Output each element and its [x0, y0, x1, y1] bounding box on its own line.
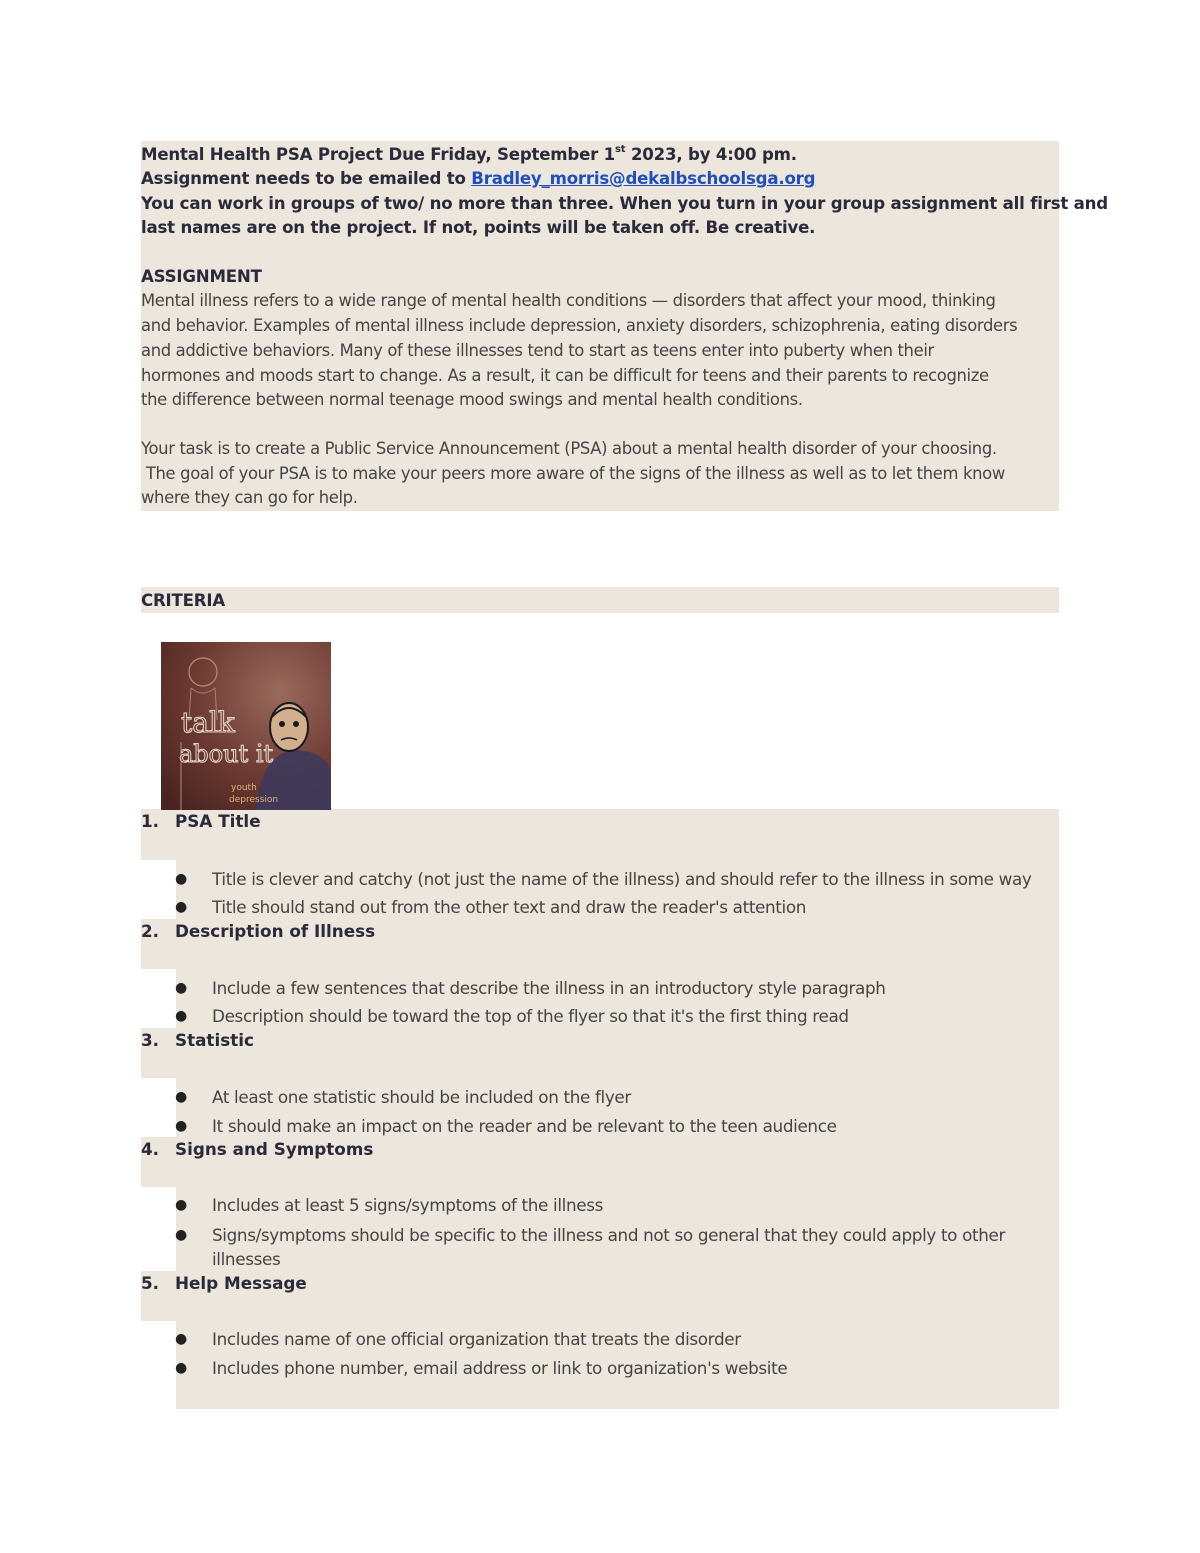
criteria-shade	[141, 587, 1059, 613]
due-date-text: Mental Health PSA Project Due Friday, September 1	[141, 145, 616, 164]
bullet-icon: ●	[175, 1331, 187, 1347]
criteria-item-description	[141, 921, 375, 941]
list-shade	[141, 809, 1059, 860]
list-item	[175, 1114, 837, 1138]
bullet-icon: ●	[175, 1089, 187, 1105]
bullet-text: Title should stand out from the other text and draw the reader's attention	[212, 897, 807, 917]
list-item	[175, 1223, 1006, 1247]
image-text-youth: youth	[231, 783, 257, 793]
item-title: Statistic	[175, 1030, 254, 1050]
assignment-paragraph-line: Mental illness refers to a wide range of mental health conditions — disorders that affect your mood, thinking	[141, 291, 996, 310]
bullet-text: Description should be toward the top of the flyer so that it's the first thing read	[212, 1006, 849, 1026]
item-title: Signs and Symptoms	[175, 1139, 374, 1159]
item-title: Help Message	[175, 1273, 307, 1293]
item-title: Description of Illness	[175, 921, 376, 941]
email-line	[141, 167, 815, 192]
talk-about-it-image	[161, 642, 331, 810]
assignment-paragraph-line: the difference between normal teenage mood swings and mental health conditions.	[141, 390, 803, 409]
bullet-text: Includes name of one official organization that treats the disorder	[212, 1329, 741, 1349]
assignment-paragraph-line: hormones and moods start to change. As a result, it can be difficult for teens and their parents to recognize	[141, 366, 989, 385]
item-number: 2.	[141, 921, 160, 941]
assignment-paragraph-line: and addictive behaviors. Many of these illnesses tend to start as teens enter into puberty when their	[141, 341, 934, 360]
bullet-icon: ●	[175, 1227, 187, 1243]
assignment-paragraph-line: and behavior. Examples of mental illness include depression, anxiety disorders, schizophrenia, eating disorders	[141, 316, 1018, 335]
criteria-item-signs-symptoms	[141, 1139, 373, 1159]
item-number: 4.	[141, 1139, 160, 1159]
bullet-text: Signs/symptoms should be specific to the illness and not so general that they could apply to other	[212, 1225, 1006, 1245]
bullet-icon: ●	[175, 871, 187, 887]
list-item	[175, 1085, 631, 1109]
list-item	[175, 976, 886, 1000]
bullet-icon: ●	[175, 1118, 187, 1134]
criteria-item-psa-title	[141, 811, 261, 831]
image-text-talk: talk	[181, 706, 235, 739]
email-link[interactable]: Bradley_morris@dekalbschoolsga.org	[471, 169, 816, 188]
list-item-continuation: illnesses	[212, 1249, 281, 1269]
list-item	[175, 1193, 604, 1217]
list-item	[175, 895, 807, 919]
list-item	[175, 1327, 741, 1351]
item-number: 1.	[141, 811, 160, 831]
list-item	[175, 867, 1032, 891]
due-date-line	[141, 143, 797, 168]
task-paragraph-line: The goal of your PSA is to make your peers more aware of the signs of the illness as well as to let them know	[141, 464, 1005, 483]
item-number: 5.	[141, 1273, 160, 1293]
bullet-icon: ●	[175, 899, 187, 915]
item-number: 3.	[141, 1030, 160, 1050]
bullet-icon: ●	[175, 980, 187, 996]
bullet-text: Title is clever and catchy (not just the name of the illness) and should refer to the illness in some way	[212, 869, 1032, 889]
bullet-icon: ●	[175, 1008, 187, 1024]
names-line: last names are on the project. If not, points will be taken off. Be creative.	[141, 218, 816, 237]
groups-line: You can work in groups of two/ no more than three. When you turn in your group assignment all first and	[141, 194, 1108, 213]
bullet-text: It should make an impact on the reader and be relevant to the teen audience	[212, 1116, 837, 1136]
bullet-text: Include a few sentences that describe the illness in an introductory style paragraph	[212, 978, 886, 998]
list-item	[175, 1004, 849, 1028]
due-date-superscript: st	[615, 144, 626, 155]
email-prefix: Assignment needs to be emailed to	[141, 169, 472, 188]
image-text-depression: depression	[229, 795, 279, 805]
task-paragraph-line: Your task is to create a Public Service Announcement (PSA) about a mental health disorder of your choosing.	[141, 439, 997, 458]
task-paragraph-line: where they can go for help.	[141, 488, 358, 507]
criteria-heading: CRITERIA	[141, 591, 225, 610]
bullet-text: At least one statistic should be included on the flyer	[212, 1087, 631, 1107]
bullet-icon: ●	[175, 1197, 187, 1213]
image-text-about-it: about it	[179, 740, 274, 768]
assignment-heading: ASSIGNMENT	[141, 267, 262, 286]
due-time-text: 2023, by 4:00 pm.	[625, 145, 797, 164]
criteria-item-help-message	[141, 1273, 307, 1293]
bullet-text: Includes at least 5 signs/symptoms of the illness	[212, 1195, 604, 1215]
list-item	[175, 1356, 788, 1380]
item-title: PSA Title	[175, 811, 261, 831]
bullet-icon: ●	[175, 1360, 187, 1376]
bullet-text: Includes phone number, email address or link to organization's website	[212, 1358, 788, 1378]
criteria-item-statistic	[141, 1030, 254, 1050]
